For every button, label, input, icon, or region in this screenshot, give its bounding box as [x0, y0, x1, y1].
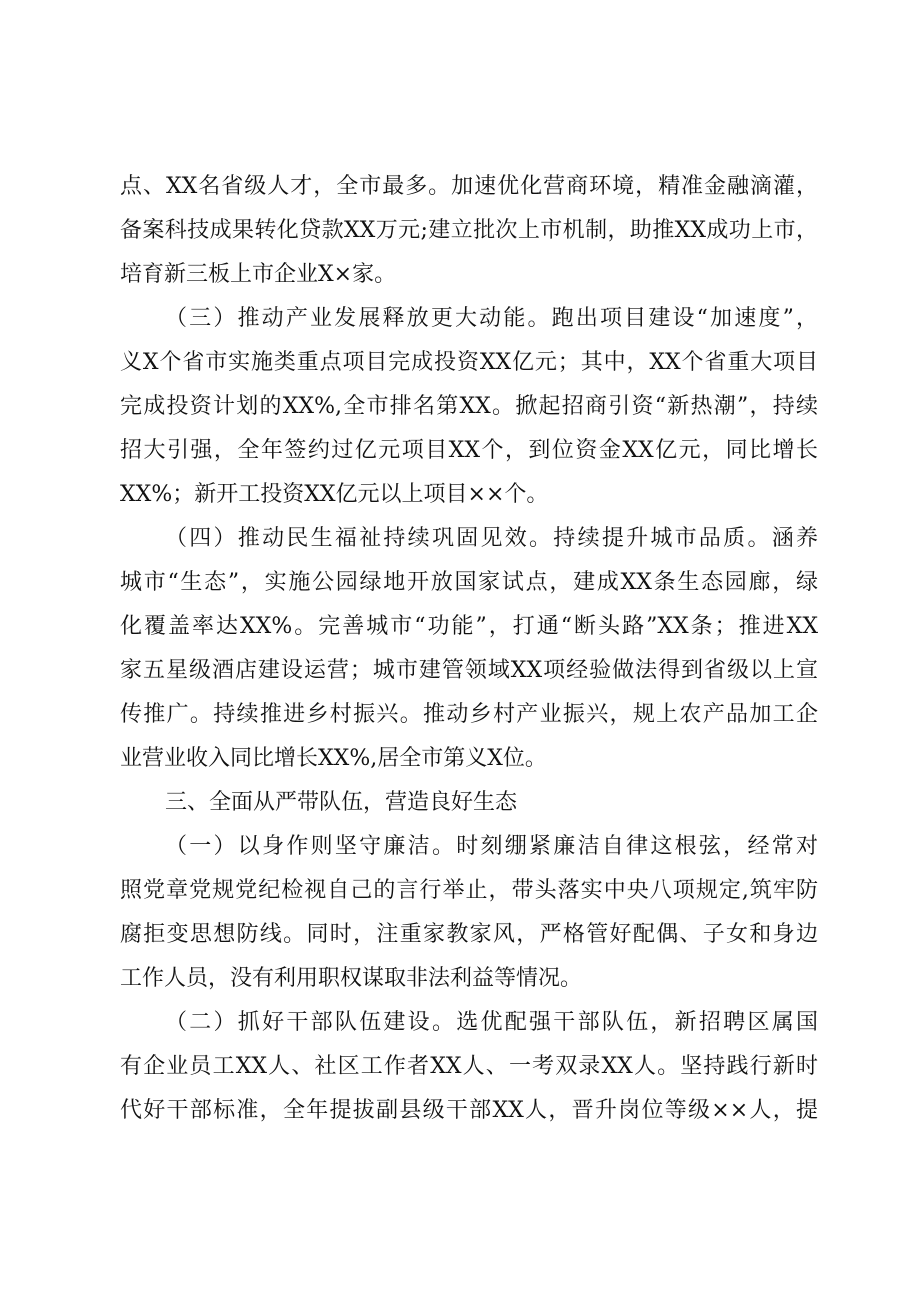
text-line: 点、XX名省级人才，全市最多。加速优化营商环境，精准金融滴灌， — [120, 174, 818, 199]
text-line: 业营业收入同比增长XX%,居全市第义X位。 — [120, 746, 547, 771]
text-line: 完成投资计划的XX%,全市排名第XX。掀起招商引资“新热潮”，持续 — [120, 394, 818, 419]
text-line: 有企业员工XX人、社区工作者XX人、一考双录XX人。坚持践行新时 — [120, 1054, 818, 1079]
paragraph — [120, 297, 818, 517]
text-line: 培育新三板上市企业X×家。 — [120, 262, 397, 287]
text-line: （三）推动产业发展释放更大动能。跑出项目建设“加速度”， — [165, 306, 818, 331]
text-line: 代好干部标准，全年提拔副县级干部XX人，晋升岗位等级××人，提 — [120, 1098, 818, 1123]
section-heading-text: 三、全面从严带队伍，营造良好生态 — [165, 790, 518, 815]
text-line: 腐拒变思想防线。同时，注重家教家风，严格管好配偶、子女和身边 — [120, 922, 818, 947]
paragraph — [120, 825, 818, 1001]
text-line: 化覆盖率达XX%。完善城市“功能”，打通“断头路”XX条；推进XX — [120, 614, 818, 639]
text-line: 城市“生态”，实施公园绿地开放国家试点，建成XX条生态园廊，绿 — [120, 570, 818, 595]
text-line: 家五星级酒店建设运营；城市建管领域XX项经验做法得到省级以上宣 — [120, 658, 818, 683]
text-line: （一）以身作则坚守廉洁。时刻绷紧廉洁自律这根弦，经常对 — [165, 834, 818, 859]
text-line: （二）抓好干部队伍建设。选优配强干部队伍，新招聘区属国 — [165, 1010, 818, 1035]
document-page — [120, 165, 818, 1133]
text-line: 照党章党规党纪检视自己的言行举止，带头落实中央八项规定,筑牢防 — [120, 878, 818, 903]
text-line: XX%；新开工投资XX亿元以上项目××个。 — [120, 482, 549, 507]
text-line: （四）推动民生福祉持续巩固见效。持续提升城市品质。涵养 — [165, 526, 818, 551]
paragraph — [120, 517, 818, 781]
text-line: 工作人员，没有利用职权谋取非法利益等情况。 — [120, 966, 583, 991]
text-line: 传推广。持续推进乡村振兴。推动乡村产业振兴，规上农产品加工企 — [120, 702, 818, 727]
text-line: 义X个省市实施类重点项目完成投资XX亿元；其中，XX个省重大项目 — [120, 350, 818, 375]
text-line: 备案科技成果转化贷款XX万元;建立批次上市机制，助推XX成功上市， — [120, 218, 818, 243]
section-heading — [120, 781, 818, 825]
text-line: 招大引强，全年签约过亿元项目XX个，到位资金XX亿元，同比增长 — [120, 438, 818, 463]
paragraph — [120, 1001, 818, 1133]
paragraph — [120, 165, 818, 297]
